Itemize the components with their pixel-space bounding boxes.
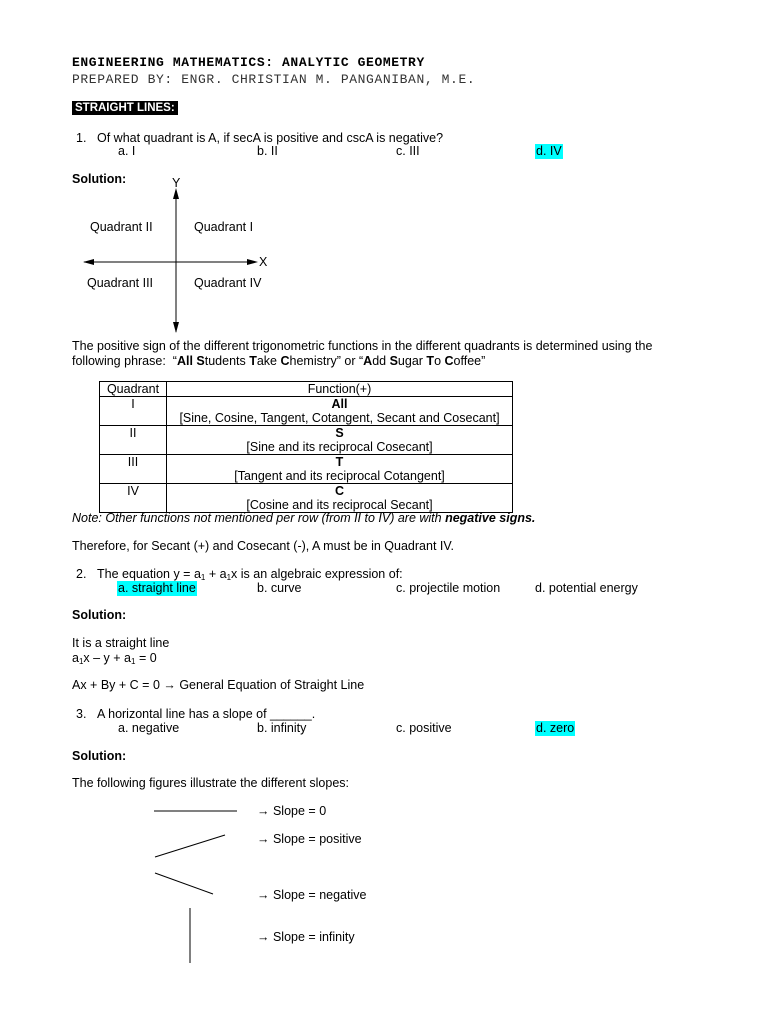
q3-choice-d-answer: d. zero (536, 721, 575, 735)
q2-choice-b: b. curve (257, 581, 302, 595)
q2-general-equation: Ax + By + C = 0 → General Equation of Straight Line (72, 678, 365, 692)
table-cell-quadrant: IV (100, 484, 167, 513)
q1-explanation-text: The positive sign of the different trigonometric functions in the different quadrants is determined using the following phrase: (72, 339, 653, 368)
table-header-function: Function(+) (167, 382, 513, 397)
table-cell-quadrant: I (100, 397, 167, 426)
q1-note: Note: Other functions not mentioned per row (from II to IV) are with negative signs. (72, 511, 536, 525)
slope-positive-label: → Slope = positive (257, 832, 362, 846)
q2-choice-c: c. projectile motion (396, 581, 501, 595)
slope-zero-label: → Slope = 0 (257, 804, 327, 818)
q1-choice-c: c. III (396, 144, 420, 158)
table-cell-function: S [Sine and its reciprocal Cosecant] (167, 426, 513, 455)
q3-choice-a: a. negative (118, 721, 180, 735)
q2-text: The equation $y = a_1 + a_1x$ is an algebraic expression of: (97, 567, 403, 582)
prepared-by: PREPARED BY: ENGR. CHRISTIAN M. PANGANIBAN, M.E. (72, 72, 476, 87)
q1-conclusion: Therefore, for Secant (+) and Cosecant (-), A must be in Quadrant IV. (72, 539, 455, 553)
table-cell-quadrant: III (100, 455, 167, 484)
quadrant-ii-label: Quadrant II (90, 220, 153, 234)
q2-solution-line: It is a straight line (72, 636, 170, 650)
y-axis-label: Y (172, 176, 181, 190)
q1-solution-label: Solution: (72, 172, 127, 186)
q1-choice-d-answer: d. IV (536, 144, 562, 158)
x-axis-label: X (259, 255, 268, 269)
slope-negative-line (155, 873, 213, 894)
slope-infinity-label: → Slope = infinity (257, 930, 355, 944)
document-title: ENGINEERING MATHEMATICS: ANALYTIC GEOMETRY (72, 55, 425, 70)
q3-intro: The following figures illustrate the different slopes: (72, 776, 350, 790)
quadrant-iii-label: Quadrant III (87, 276, 154, 290)
q2-number: 2. (76, 567, 87, 581)
q1-text: Of what quadrant is A, if secA is positive and cscA is negative? (97, 131, 444, 145)
table-header-quadrant: Quadrant (100, 382, 167, 397)
q3-number: 3. (76, 707, 87, 721)
table-cell-function: T [Tangent and its reciprocal Cotangent] (167, 455, 513, 484)
table-cell-quadrant: II (100, 426, 167, 455)
q2-equation: $a_1x - y + a_1 = 0$ (72, 651, 157, 666)
q2-choice-a-answer: a. straight line (118, 581, 196, 595)
quadrant-iv-label: Quadrant IV (194, 276, 262, 290)
q2-solution-label: Solution: (72, 608, 127, 622)
q2-choice-d: d. potential energy (535, 581, 638, 595)
section-label-straight-lines: STRAIGHT LINES: (72, 101, 178, 115)
q3-choice-c: c. positive (396, 721, 452, 735)
q3-text: A horizontal line has a slope of ______. (97, 707, 316, 721)
q3-choice-b: b. infinity (257, 721, 307, 735)
table-cell-function: C [Cosine and its reciprocal Secant] (167, 484, 513, 513)
slope-positive-line (155, 835, 225, 857)
table-cell-function: All [Sine, Cosine, Tangent, Cotangent, Secant and Cosecant] (167, 397, 513, 426)
q1-number: 1. (76, 131, 87, 145)
slope-negative-label: → Slope = negative (257, 888, 367, 902)
quadrant-i-label: Quadrant I (194, 220, 254, 234)
q1-choice-a: a. I (118, 144, 136, 158)
q3-solution-label: Solution: (72, 749, 127, 763)
mnemonic-phrase: “All Students Take Chemistry” or “Add Sugar To Coffee” (172, 354, 486, 368)
q1-choice-b: b. II (257, 144, 278, 158)
